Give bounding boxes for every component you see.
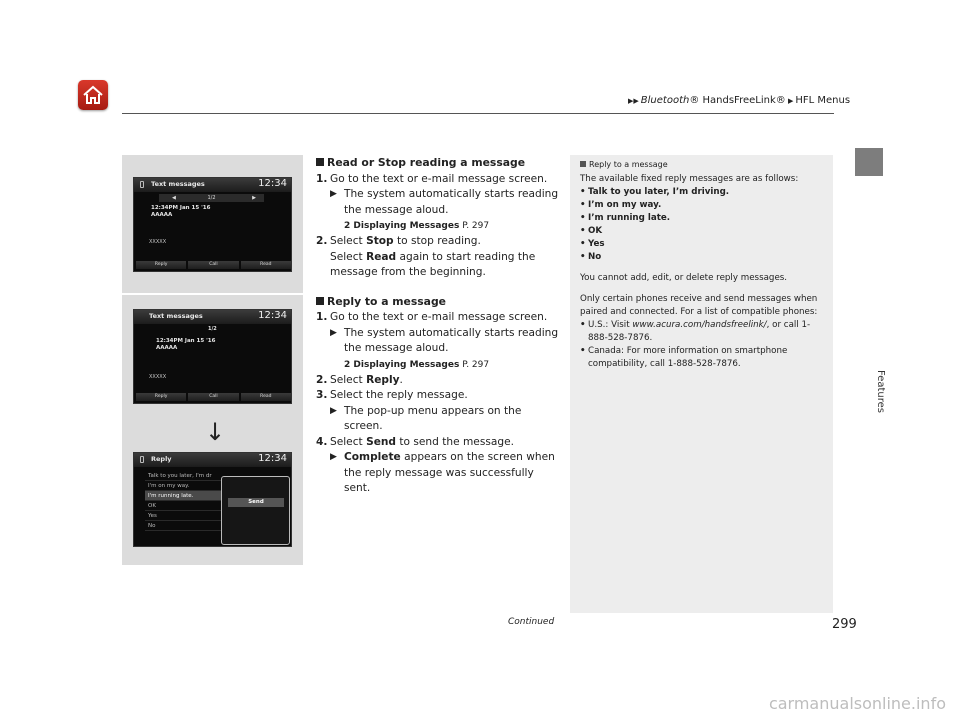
- step-2: 2. Select Stop to stop reading.: [316, 235, 481, 247]
- reply-item: Talk to you later, I'm dr: [145, 471, 227, 481]
- continued-label: Continued: [508, 617, 555, 627]
- note-paragraph: You cannot add, edit, or delete reply messages.: [580, 273, 788, 283]
- step-4: 4. Select Send to send the message.: [316, 435, 514, 448]
- phone-icon: [140, 456, 144, 463]
- section-label: Features: [875, 370, 886, 413]
- reply-item: OK: [145, 501, 227, 511]
- home-button[interactable]: [78, 80, 108, 110]
- reply-item: I'm on my way.: [145, 481, 227, 491]
- screen-clock: 12:34: [258, 178, 287, 189]
- screen-clock: 12:34: [258, 453, 287, 464]
- reply-option: • OK: [580, 225, 823, 238]
- note-intro: The available fixed reply messages are as follows:: [580, 174, 799, 184]
- support-link[interactable]: www.acura.com/handsfreelink/: [632, 320, 767, 330]
- reply-option: • I’m on my way.: [580, 199, 823, 212]
- read-softkey: Read: [241, 393, 291, 401]
- step-3-result: ▶ The pop-up menu appears on the screen.: [330, 404, 522, 432]
- message-body: XXXXX: [149, 374, 167, 380]
- message-time: 12:34PM Jan 15 '16: [151, 205, 211, 211]
- reply-softkey: Reply: [136, 261, 186, 269]
- us-info: • U.S.: Visit www.acura.com/handsfreelink/, or call 1-888-528-7876.: [580, 319, 823, 345]
- page-indicator: 1/2: [208, 326, 217, 332]
- note-box: [570, 155, 833, 613]
- text-messages-screen-1: [133, 177, 292, 272]
- arrow-down-icon: ↓: [205, 418, 226, 446]
- page-indicator: ◀ 1/2 ▶: [159, 194, 264, 202]
- reply-screen: [133, 452, 292, 547]
- step-1-result: ▶ The system automatically starts reading the message aloud.: [330, 188, 559, 216]
- next-arrow-icon: ▶: [252, 195, 256, 201]
- step-1: 1. Go to the text or e-mail message screen.: [316, 172, 548, 185]
- reply-list: [145, 471, 227, 531]
- step-1-result: ▶ The system automatically starts reading the message aloud.: [330, 326, 559, 354]
- reply-item: Yes: [145, 511, 227, 521]
- send-button: Send: [228, 498, 284, 507]
- read-softkey: Read: [241, 261, 291, 269]
- message-sender: AAAAA: [151, 212, 173, 218]
- canada-info: • Canada: For more information on smartphone compatibility, call 1-888-528-7876.: [580, 345, 823, 371]
- step-3: 3. Select the reply message.: [316, 389, 468, 401]
- reply-item: No: [145, 521, 227, 531]
- breadcrumb-bluetooth: Bluetooth: [640, 95, 690, 106]
- step-2: 2. Select Reply.: [316, 373, 403, 386]
- note-icon: [580, 161, 586, 167]
- reply-option: • No: [580, 251, 823, 264]
- reply-option: • I’m running late.: [580, 212, 823, 225]
- section-tab-marker: [855, 148, 883, 176]
- panel-divider: [122, 293, 303, 295]
- reply-option: • Yes: [580, 238, 823, 251]
- reply-item-selected: I'm running late.: [145, 491, 227, 501]
- message-sender: AAAAA: [156, 345, 178, 351]
- step-4-result: ▶ Complete appears on the screen when the reply message was successfully sent.: [330, 451, 555, 494]
- cross-reference[interactable]: 2 Displaying Messages P. 297: [344, 221, 490, 231]
- prev-arrow-icon: ◀: [172, 195, 176, 201]
- section-heading-reply: Reply to a message: [316, 294, 561, 310]
- call-softkey: Call: [188, 261, 238, 269]
- step-2-continued: Select Read again to start reading the message from the beginning.: [330, 250, 536, 278]
- reply-option: • Talk to you later, I’m driving.: [580, 186, 823, 199]
- text-messages-screen-2: [133, 309, 292, 404]
- cross-reference[interactable]: 2 Displaying Messages P. 297: [344, 359, 490, 370]
- home-icon: [82, 85, 104, 105]
- page-number: 299: [832, 617, 857, 632]
- call-softkey: Call: [188, 393, 238, 401]
- reply-softkey: Reply: [136, 393, 186, 401]
- breadcrumb: ▶▶ Bluetooth® HandsFreeLink® ▶ HFL Menus: [628, 95, 851, 106]
- watermark: carmanualsonline.info: [768, 694, 946, 713]
- message-body: XXXXX: [149, 239, 167, 245]
- send-popup: [221, 476, 290, 545]
- message-time: 12:34PM Jan 15 '16: [156, 338, 216, 344]
- screen-clock: 12:34: [258, 310, 287, 321]
- screen-title: Text messages: [149, 312, 203, 320]
- step-1: 1. Go to the text or e-mail message screen.: [316, 311, 548, 323]
- instructions: [316, 155, 561, 497]
- screen-title: Reply: [151, 455, 172, 463]
- phone-icon: [140, 181, 144, 188]
- breadcrumb-hfl-menus: HFL Menus: [795, 95, 851, 106]
- note-heading: Reply to a message: [580, 158, 823, 171]
- section-heading-read: Read or Stop reading a message: [316, 155, 561, 171]
- header-divider: [122, 113, 834, 114]
- screen-title: Text messages: [151, 180, 205, 188]
- note-paragraph: Only certain phones receive and send messages when paired and connected. For a list of compatible phones:: [580, 294, 818, 317]
